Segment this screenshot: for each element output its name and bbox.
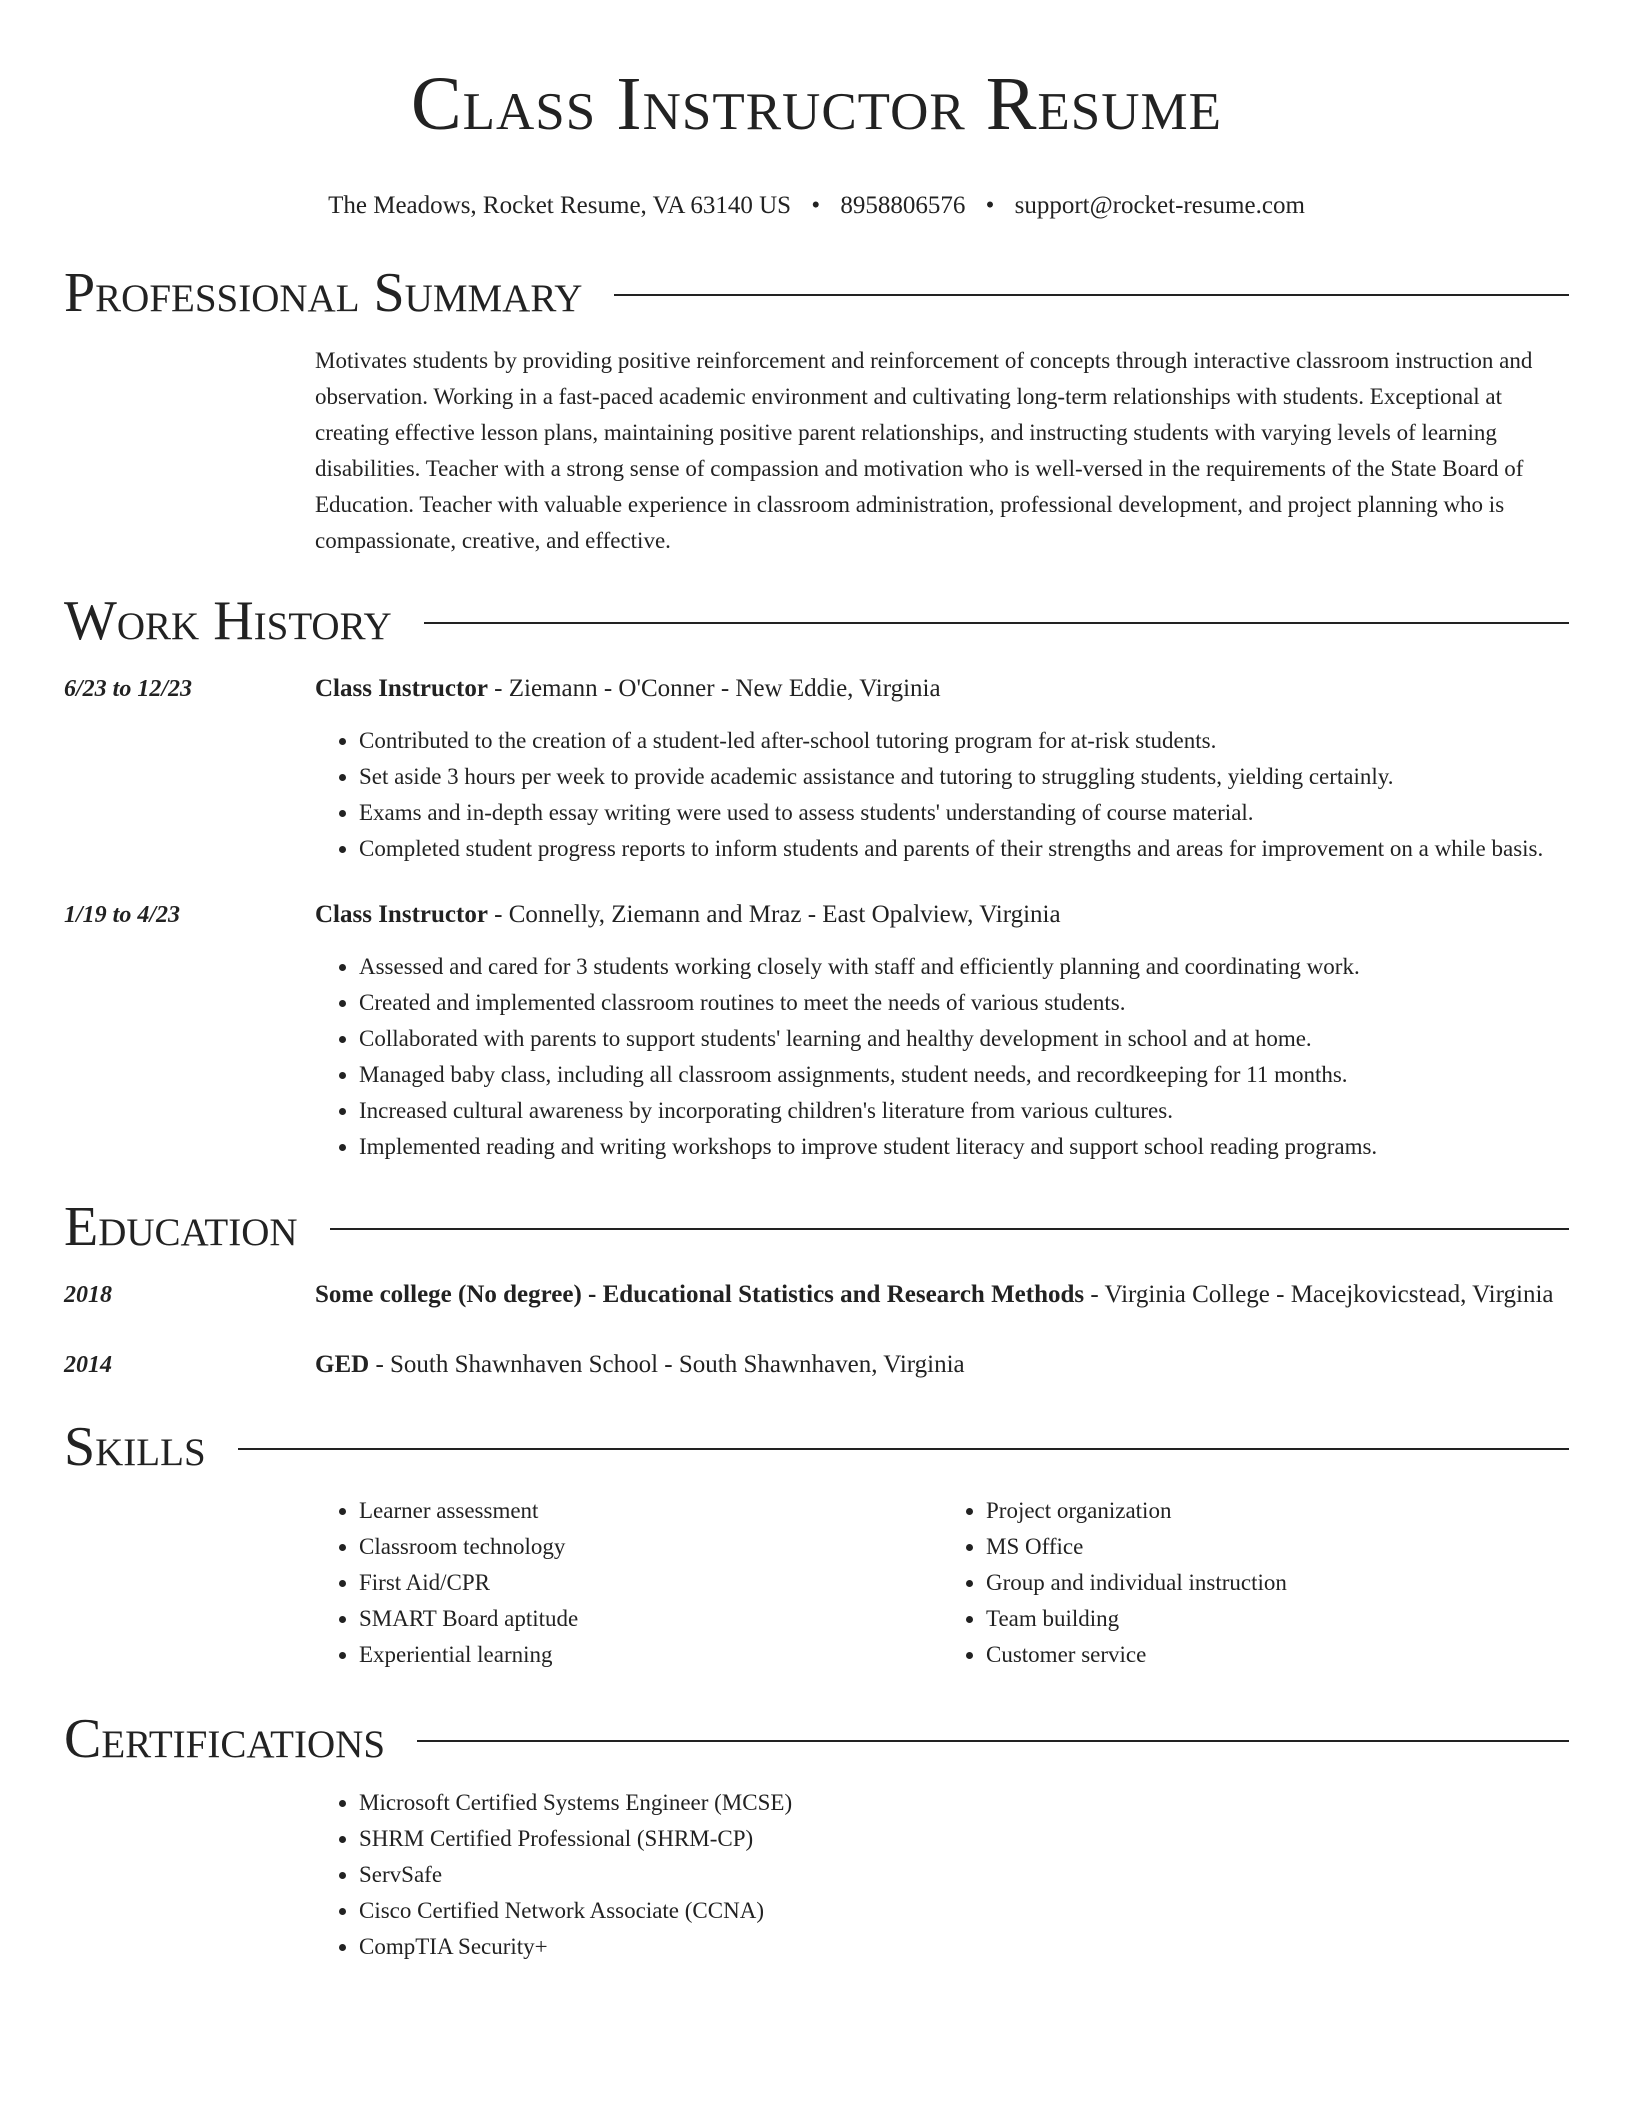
resume-page	[64, 0, 1569, 1965]
education-school: - South Shawnhaven School - South Shawnhaven, Virginia	[369, 1350, 965, 1378]
list-item: • Set aside 3 hours per week to provide academic assistance and tutoring to struggling students, yielding certainly.	[359, 759, 1569, 795]
section-divider	[614, 294, 1569, 296]
list-item: • Created and implemented classroom routines to meet the needs of various students.	[359, 985, 1569, 1021]
skills-column-right	[942, 1493, 1569, 1673]
contact-separator: •	[811, 191, 821, 219]
education-description	[315, 1345, 1569, 1385]
skills-heading: Skills	[64, 1415, 206, 1478]
contact-email: support@rocket-resume.com	[1014, 191, 1305, 219]
summary-section-header	[64, 261, 1569, 324]
job-bullets	[315, 949, 1569, 1165]
certifications-section-header	[64, 1707, 1569, 1770]
section-divider	[424, 622, 1569, 624]
list-item: • SHRM Certified Professional (SHRM-CP)	[359, 1821, 1569, 1857]
job-dates: 6/23 to 12/23	[64, 675, 193, 702]
list-item: • Team building	[986, 1601, 1569, 1637]
list-item: • Exams and in-depth essay writing were used to assess students' understanding of course material.	[359, 795, 1569, 831]
job-entry	[64, 669, 1569, 867]
job-title: Class Instructor	[315, 900, 488, 928]
job-header	[64, 669, 1569, 709]
certifications-heading: Certifications	[64, 1707, 386, 1770]
contact-address: The Meadows, Rocket Resume, VA 63140 US	[328, 191, 792, 219]
education-heading: Education	[64, 1195, 298, 1258]
section-divider	[417, 1740, 1569, 1742]
education-entry	[64, 1275, 1569, 1315]
skills-list	[315, 1475, 1569, 1673]
contact-separator: •	[985, 191, 995, 219]
job-entry	[64, 895, 1569, 1165]
list-item: • Increased cultural awareness by incorporating children's literature from various cultures.	[359, 1093, 1569, 1129]
list-item: • Classroom technology	[359, 1529, 942, 1565]
summary-heading: Professional Summary	[64, 261, 583, 324]
job-employer: - Ziemann - O'Conner - New Eddie, Virginia	[487, 674, 941, 702]
list-item: • Managed baby class, including all classroom assignments, student needs, and recordkeeping for 11 months.	[359, 1057, 1569, 1093]
education-year: 2014	[64, 1351, 112, 1378]
list-item: • Microsoft Certified Systems Engineer (MCSE)	[359, 1785, 1569, 1821]
list-item: • Learner assessment	[359, 1493, 942, 1529]
list-item: • Contributed to the creation of a student-led after-school tutoring program for at-risk students.	[359, 723, 1569, 759]
list-item: • Cisco Certified Network Associate (CCNA)	[359, 1893, 1569, 1929]
skills-section-header	[64, 1415, 1569, 1478]
education-section-header	[64, 1195, 1569, 1258]
job-header	[64, 895, 1569, 935]
job-employer: - Connelly, Ziemann and Mraz - East Opalview, Virginia	[487, 900, 1061, 928]
list-item: • Assessed and cared for 3 students working closely with staff and efficiently planning and coordinating work.	[359, 949, 1569, 985]
list-item: • CompTIA Security+	[359, 1929, 1569, 1965]
list-item: • Completed student progress reports to inform students and parents of their strengths and areas for improvement on a while basis.	[359, 831, 1569, 867]
education-degree: GED	[315, 1350, 370, 1378]
education-entry	[64, 1345, 1569, 1385]
work-section-header	[64, 589, 1569, 652]
section-divider	[330, 1228, 1569, 1230]
certifications-list	[315, 1785, 1569, 1965]
job-description	[315, 669, 1569, 709]
contact-phone: 8958806576	[840, 191, 966, 219]
list-item: • First Aid/CPR	[359, 1565, 942, 1601]
list-item: • Customer service	[986, 1637, 1569, 1673]
list-item: • Experiential learning	[359, 1637, 942, 1673]
list-item: • Implemented reading and writing workshops to improve student literacy and support school reading programs.	[359, 1129, 1569, 1165]
job-dates: 1/19 to 4/23	[64, 901, 181, 928]
job-bullets	[315, 723, 1569, 867]
education-school: - Virginia College - Macejkovicstead, Virginia	[1084, 1280, 1554, 1308]
list-item: • Collaborated with parents to support students' learning and healthy development in school and at home.	[359, 1021, 1569, 1057]
contact-line	[64, 193, 1569, 218]
skills-column-left	[315, 1493, 942, 1673]
job-description	[315, 895, 1569, 935]
list-item: • MS Office	[986, 1529, 1569, 1565]
list-item: • Project organization	[986, 1493, 1569, 1529]
list-item: • SMART Board aptitude	[359, 1601, 942, 1637]
list-item: • Group and individual instruction	[986, 1565, 1569, 1601]
summary-text: Motivates students by providing positive reinforcement and reinforcement of concepts through interactive classroom instruction and observation. Working in a fast-paced academic environment and cultivating long-term relationships with students. Exceptional at creating effective lesson plans, maintaining positive parent relationships, and instructing students with varying levels of learning disabilities. Teacher with a strong sense of compassion and motivation who is well-versed in the requirements of the State Board of Education. Teacher with valuable experience in classroom administration, professional development, and project planning who is compassionate, creative, and effective.	[315, 347, 1533, 553]
job-title: Class Instructor	[315, 674, 488, 702]
education-degree: Some college (No degree) - Educational Statistics and Research Methods	[315, 1280, 1085, 1308]
education-year: 2018	[64, 1281, 112, 1308]
section-divider	[238, 1448, 1569, 1450]
list-item: • ServSafe	[359, 1857, 1569, 1893]
education-description	[315, 1275, 1569, 1315]
resume-title: Class Instructor Resume	[410, 62, 1223, 146]
work-heading: Work History	[64, 589, 392, 652]
